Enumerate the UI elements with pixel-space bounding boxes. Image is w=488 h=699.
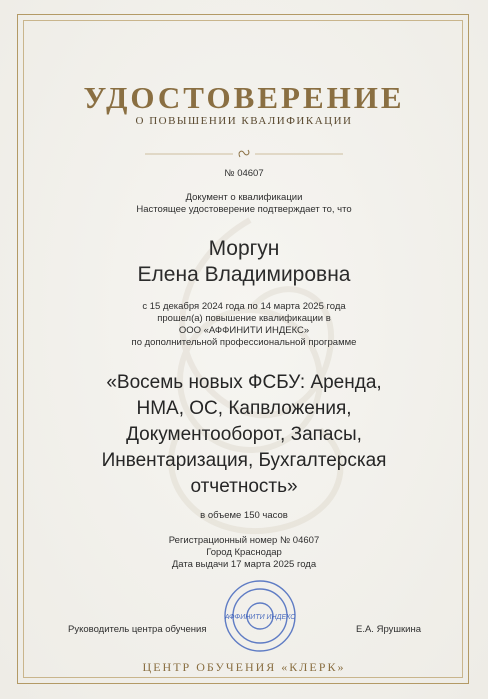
program-line-5: отчетность» [190, 476, 298, 497]
study-period: с 15 декабря 2024 года по 14 марта 2025 года [142, 301, 346, 312]
footer-center-name: ЦЕНТР ОБУЧЕНИЯ «КЛЕРК» [142, 660, 346, 674]
signer-name: Е.А. Ярушкина [356, 624, 421, 635]
document-type: Документ о квалификации [185, 192, 303, 203]
organization-name: ООО «АФФИНИТИ ИНДЕКС» [178, 325, 310, 336]
program-type: по дополнительной профессиональной программе [131, 337, 357, 348]
program-line-2: НМА, ОС, Капвложения, [136, 398, 352, 419]
flourish-ornament-icon [145, 148, 343, 160]
confirmation-text: Настоящее удостоверение подтверждает то, что [136, 204, 352, 215]
program-line-4: Инвентаризация, Бухгалтерская [101, 450, 387, 471]
program-line-3: Документооборот, Запасы, [126, 424, 362, 445]
stamp-text: АФФИНИТИ ИНДЕКС [224, 614, 296, 621]
issue-city: Город Краснодар [206, 547, 282, 558]
recipient-surname: Моргун [208, 237, 280, 260]
round-seal-icon [222, 578, 298, 654]
certificate-title: УДОСТОВЕРЕНИЕ [83, 80, 405, 115]
registration-number: Регистрационный номер № 04607 [168, 535, 320, 546]
signer-role: Руководитель центра обучения [68, 624, 207, 635]
certificate-number: № 04607 [224, 168, 264, 179]
recipient-given-names: Елена Владимировна [137, 263, 351, 286]
passed-text: прошел(а) повышение квалификации в [157, 313, 331, 324]
program-line-1: «Восемь новых ФСБУ: Аренда, [106, 372, 382, 393]
certificate-subtitle: О ПОВЫШЕНИИ КВАЛИФИКАЦИИ [135, 115, 353, 127]
issue-date: Дата выдачи 17 марта 2025 года [171, 559, 317, 570]
program-volume: в объеме 150 часов [200, 510, 288, 521]
